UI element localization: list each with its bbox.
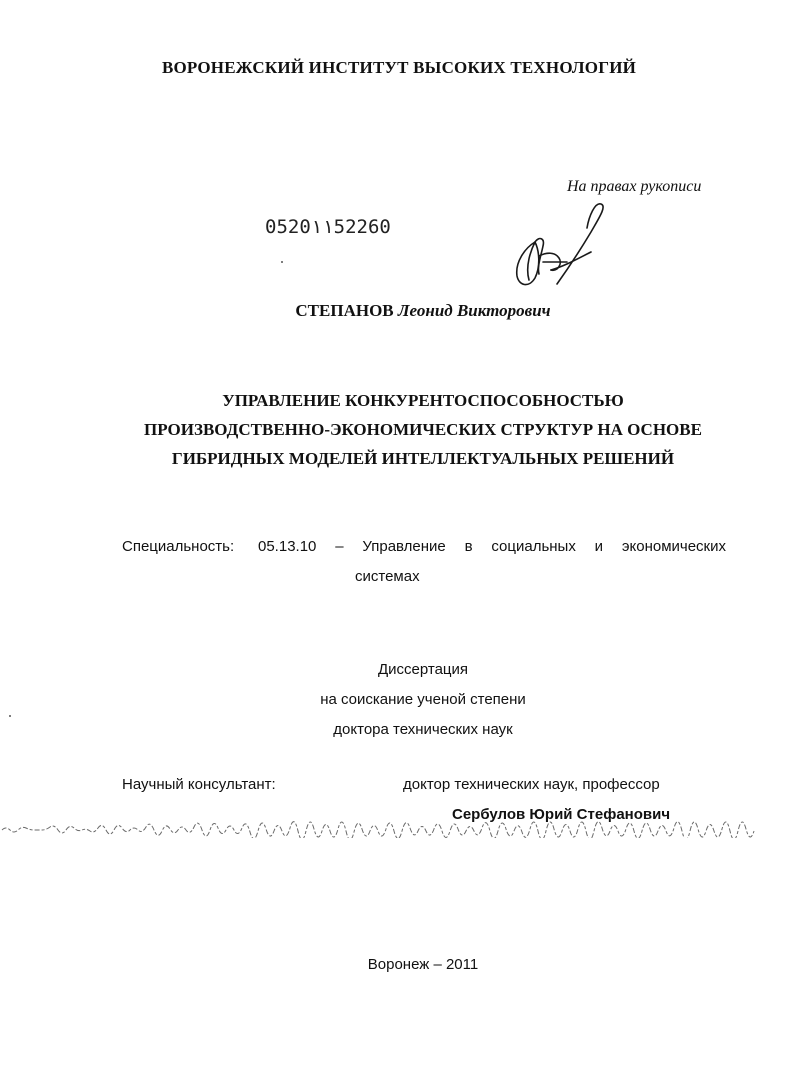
rights-notice: На правах рукописи [567, 178, 702, 195]
scan-artifact-line [0, 820, 798, 838]
author-surname: СТЕПАНОВ [295, 301, 394, 320]
specialty-continuation: системах [355, 568, 420, 585]
dissertation-line: на соискание ученой степени [320, 691, 526, 708]
consultant-label: Научный консультант: [122, 776, 276, 793]
author-name [0, 301, 798, 321]
consultant-degree: доктор технических наук, профессор [403, 776, 660, 793]
title-line: ГИБРИДНЫХ МОДЕЛЕЙ ИНТЕЛЛЕКТУАЛЬНЫХ РЕШЕНИЙ [171, 449, 675, 468]
dissertation-line: доктора технических наук [333, 721, 513, 738]
scan-speck [9, 715, 11, 717]
handwritten-signature-icon [495, 200, 620, 295]
author-given-names: Леонид Викторович [397, 301, 551, 320]
dissertation-line: Диссертация [377, 661, 469, 678]
title-line: ПРОИЗВОДСТВЕННО-ЭКОНОМИЧЕСКИХ СТРУКТУР НА ОСНОВЕ [144, 420, 702, 439]
city-year: Воронеж – 2011 [367, 956, 479, 973]
scan-speck [281, 261, 283, 263]
specialty-label: Специальность: [122, 538, 235, 555]
dissertation-title [0, 386, 798, 473]
institute-name: ВОРОНЕЖСКИЙ ИНСТИТУТ ВЫСОКИХ ТЕХНОЛОГИЙ [161, 58, 637, 77]
title-line: УПРАВЛЕНИЕ КОНКУРЕНТОСПОСОБНОСТЬЮ [222, 391, 624, 410]
dissertation-degree-block [0, 655, 798, 745]
registration-number-stamp: 0520۱۱52260 [265, 216, 391, 238]
consultant-name: Сербулов Юрий Стефанович [452, 806, 671, 823]
specialty-value: 05.13.10 – Управление в социальных и экономических [258, 538, 726, 555]
